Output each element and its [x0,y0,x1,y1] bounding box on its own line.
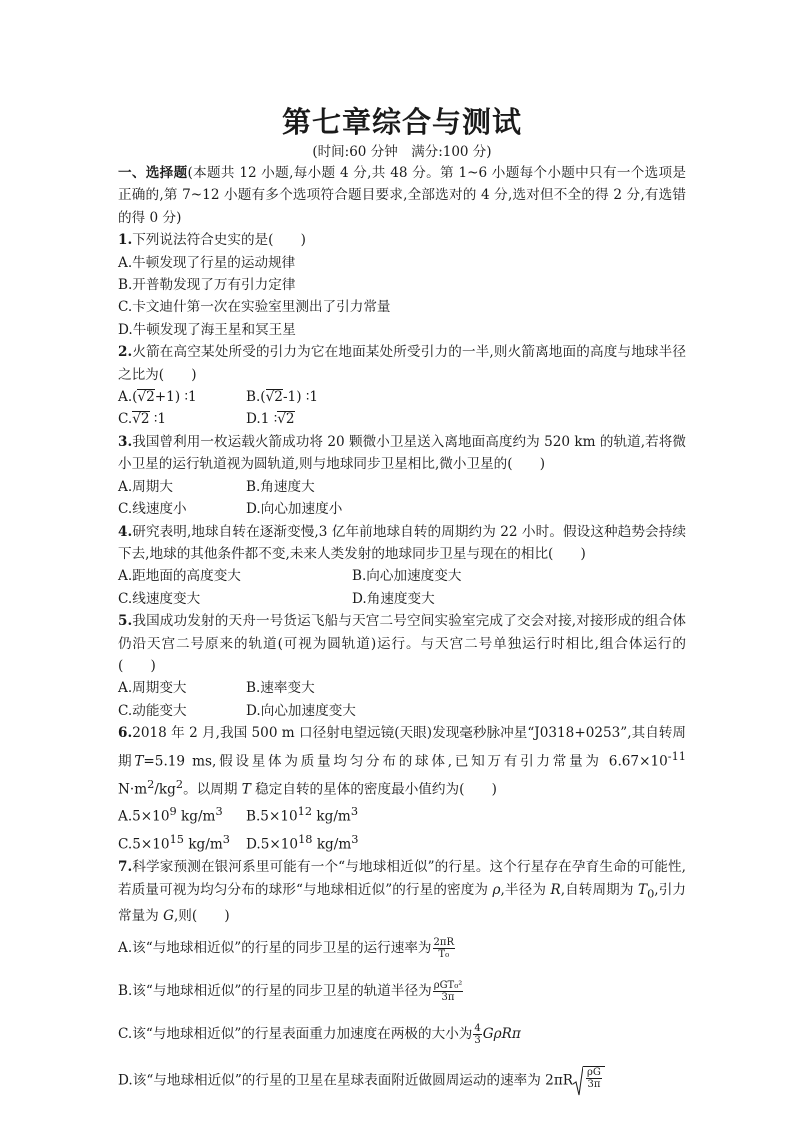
option-text: C. [118,411,133,428]
option-text: -1) ∶1 [282,389,319,406]
question-number: 2. [118,344,133,361]
q6-option-b [246,800,358,828]
question-stem: 科学家预测在银河系里可能有一个“与地球相近似”的行星。这个行星存在孕育生命的可能性,若质量可视为均匀分布的球形“与地球相近似”的行星的密度为 [118,859,686,898]
q4-options-row-2 [118,588,686,610]
option-unit: kg/m [312,808,351,825]
q4-options-row-1 [118,565,686,587]
q1-option-c: C.卡文迪什第一次在实验室里测出了引力常量 [118,299,391,316]
symbol-t: T [134,753,144,770]
q5-option-d: D.向心加速度变大 [246,702,356,719]
option-text: B.5×10 [246,808,298,825]
q3-option-a: A.周期大 [118,478,173,495]
q2-options-row-2 [118,408,686,430]
page-subtitle: (时间:60 分钟 满分:100 分) [312,144,492,160]
fraction-numerator: 2πR [433,937,454,949]
q6-option-c [118,828,246,856]
question-number: 1. [118,232,133,249]
option-text: A.该“与地球相近似”的行星的同步卫星的运行速率为 [118,940,432,957]
q6-options-row-2 [118,828,686,856]
question-number: 7. [118,859,133,876]
section-instructions [118,162,686,229]
radical-sign-icon [573,1066,583,1096]
question-stem: /kg [154,781,176,798]
fraction-denominator: T₀ [438,949,450,961]
question-stem: ,半径为 [500,881,551,898]
option-text: C.5×10 [118,836,170,853]
option-text: D.5×10 [246,836,299,853]
section-heading: 一、选择题 [118,165,188,181]
symbol-rho: ρ [492,881,501,898]
radicand: 2 [146,389,155,406]
option-text: ∶1 [149,411,167,428]
fraction [433,937,455,960]
q3-option-b: B.角速度大 [246,478,315,495]
exponent: 3 [222,832,230,847]
fraction [586,1067,602,1090]
question-stem: N·m [118,781,148,798]
exponent: 9 [169,804,177,819]
option-text: D.该“与地球相近似”的行星的卫星在星球表面附近做圆周运动的速率为 2πR [118,1072,573,1089]
question-4 [118,521,686,566]
symbol-r: R [550,881,561,898]
exponent: 2 [147,776,155,791]
exponent: 2 [175,776,184,791]
exponent: 3 [215,804,223,819]
q7-option-c [118,1023,686,1046]
q1-option-d: D.牛顿发现了海王星和冥王星 [118,321,296,338]
q6-option-d [246,828,358,856]
radicand: 2 [274,389,283,406]
q3-option-d: D.向心加速度小 [246,501,343,518]
option-unit: kg/m [312,836,352,853]
option-text: C.该“与地球相近似”的行星表面重力加速度在两极的大小为 [118,1026,473,1043]
sqrt-radicand: √2 [132,411,150,428]
q7-option-a [118,937,686,960]
q1-option-b: B.开普勒发现了万有引力定律 [118,277,296,294]
question-7 [118,856,686,927]
symbol-t0: T [638,881,648,898]
q1-option-a: A.牛顿发现了行星的运动规律 [118,254,296,271]
question-1 [118,229,686,251]
option-text: A.( [118,389,138,406]
radicand [583,1066,605,1096]
page-title: 第七章综合与测试 [281,105,522,139]
question-stem: 。以周期 [183,781,242,798]
question-stem: 2018 年 2 月,我国 500 m 口径射电望远镜(天眼)发现毫秒脉冲星“J0318+0253”,其自转周期 [118,725,686,770]
q4-option-d: D.角速度变大 [352,590,435,607]
q4-option-a: A.距地面的高度变大 [118,568,241,585]
fraction-denominator: 3π [587,1079,601,1091]
sqrt-radicand: √2 [277,411,295,428]
question-2 [118,341,686,386]
q5-option-a: A.周期变大 [118,680,187,697]
q2-options-row-1 [118,386,686,408]
option-text: +1) ∶1 [154,389,197,406]
question-3 [118,431,686,476]
option-formula: GρRπ [482,1026,521,1043]
q2-option-c [118,408,246,430]
q2-option-b [246,386,318,408]
radicand: 2 [140,411,150,428]
question-stem: 我国成功发射的天舟一号货运飞船与天宫二号空间实验室完成了交会对接,对接形成的组合体仍沿天宫二号原来的轨道(可视为圆轨道)运行。与天宫二号单独运行时相比,组合体运行的( ) [118,613,686,674]
question-stem: 我国曾利用一枚运载火箭成功将 20 颗微小卫星送入离地面高度约为 520 km 的轨道,若将微小卫星的运行轨道视为圆轨道,则与地球同步卫星相比,微小卫星的( ) [118,433,686,473]
question-number: 6. [118,725,133,742]
fraction-numerator: 4 [474,1023,481,1035]
sqrt-expression [573,1066,605,1096]
option-text: A.5×10 [118,808,170,825]
q3-option-c: C.线速度小 [118,501,187,518]
question-stem: =5.19 ms,假设星体为质量均匀分布的球体,已知万有引力常量为 6.67×10 [143,753,668,770]
q5-options-row-1 [118,677,686,699]
question-number: 3. [118,433,133,450]
fraction-numerator: ρGT₀² [433,980,463,992]
question-stem: 研究表明,地球自转在逐渐变慢,3 亿年前地球自转的周期约为 22 小时。假设这种趋势会持续下去,地球的其他条件都不变,未来人类发射的地球同步卫星与现在的相比( ) [118,523,686,562]
sqrt-radicand: √2 [265,389,283,406]
option-unit: kg/m [184,836,223,853]
question-stem: ,则( ) [173,907,230,924]
option-text: D.1 ∶ [246,411,278,428]
fraction-denominator: 3π [441,992,455,1004]
question-number: 5. [118,613,133,630]
fraction-numerator: ρG [587,1067,601,1079]
q5-option-b: B.速率变大 [246,680,315,697]
q2-option-d [246,408,295,430]
exponent: -11 [667,748,687,763]
question-stem: 火箭在高空某处所受的引力为它在地面某处所受引力的一半,则火箭离地面的高度与地球半径之比为( ) [118,344,686,383]
exponent: 18 [298,832,313,847]
question-stem: 稳定自转的星体的密度最小值约为( ) [250,781,497,798]
fraction [473,1023,481,1046]
section-instructions-text: (本题共 12 小题,每小题 4 分,共 48 分。第 1~6 小题每个小题中只有一个选项是正确的,第 7~12 小题有多个选项符合题目要求,全部选对的 4 分,选对但不全的得 2 分,有选错的得 0 分) [118,165,686,226]
q7-option-b [118,980,686,1003]
question-6 [118,722,686,800]
question-stem: ,引力常量为 [118,881,687,924]
q2-option-a [118,386,246,408]
radicand: 2 [285,411,295,428]
fraction [433,980,464,1003]
option-text: B.( [246,389,266,406]
q6-options-row-1 [118,800,686,828]
q7-option-d [118,1066,686,1096]
symbol-t: T [241,781,251,798]
option-unit: kg/m [176,808,216,825]
q5-options-row-2 [118,700,686,722]
exponent: 3 [350,804,359,819]
option-text: B.该“与地球相近似”的行星的同步卫星的轨道半径为 [118,983,432,1000]
exponent: 15 [169,832,184,847]
q4-option-b: B.向心加速度变大 [352,568,462,585]
subscript: 0 [647,886,655,901]
q3-options-row-1 [118,476,686,498]
question-stem: ,自转周期为 [560,881,638,898]
q4-option-c: C.线速度变大 [118,590,201,607]
question-stem: 下列说法符合史实的是( ) [132,232,306,249]
sqrt-radicand: √2 [137,389,155,406]
question-number: 4. [118,523,133,540]
symbol-g: G [163,907,174,924]
fraction-denominator: 3 [474,1035,481,1047]
q6-option-a [118,800,246,828]
exam-page [118,100,686,1096]
exponent: 3 [351,832,359,847]
q5-option-c: C.动能变大 [118,702,187,719]
exponent: 12 [297,804,313,819]
q3-options-row-2 [118,498,686,520]
question-5 [118,610,686,677]
